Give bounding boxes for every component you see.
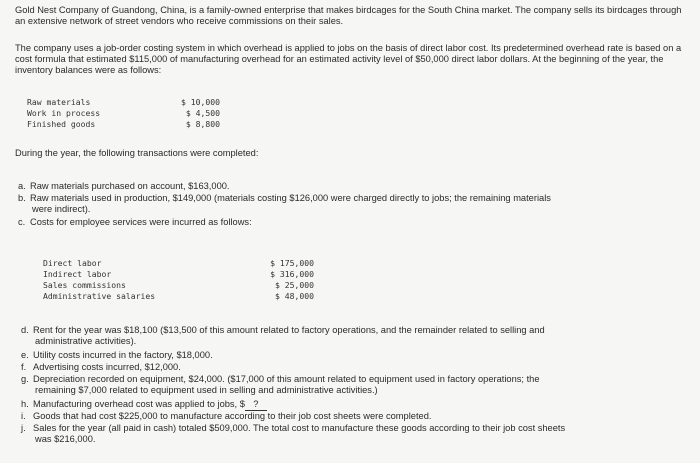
intro-paragraph-company: Gold Nest Company of Guandong, China, is a family-owned enterprise that makes birdcages for the South China market. The company sells its birdcages through an extensive network of street vendors who receive commissions on their sales.: [15, 5, 682, 27]
transaction-g: [21, 374, 671, 396]
item-text: Raw materials purchased on account, $163,000.: [30, 181, 230, 191]
item-letter: c.: [18, 217, 26, 227]
item-text-continued: remaining $7,000 related to equipment used in selling and administrative activities.): [35, 385, 378, 396]
item-text-continued: administrative activities).: [35, 336, 137, 347]
item-letter: a.: [18, 181, 26, 191]
answer-blank[interactable]: ?: [245, 399, 267, 411]
transaction-j: [21, 423, 671, 445]
item-text: Raw materials used in production, $149,000 (materials costing $126,000 were charged directly to jobs; the remaining materials: [30, 193, 551, 203]
transaction-c: [18, 217, 668, 228]
item-text-continued: were indirect).: [32, 204, 91, 215]
inventory-label: Raw materials: [27, 97, 91, 107]
item-text: Manufacturing overhead cost was applied to jobs, $: [33, 399, 245, 409]
transaction-f: [21, 362, 671, 373]
inventory-label: Work in process: [27, 108, 101, 118]
item-text: Sales for the year (all paid in cash) totaled $509,000. The total cost to manufacture these goods according to their job cost sheets: [33, 423, 566, 433]
item-letter: e.: [21, 350, 29, 360]
item-letter: b.: [18, 193, 26, 203]
item-text: Depreciation recorded on equipment, $24,000. ($17,000 of this amount related to equipment used in factory operations; the: [33, 374, 540, 384]
cost-label: Indirect labor: [43, 269, 112, 279]
item-text: Goods that had cost $225,000 to manufacture according to their job cost sheets were completed.: [33, 411, 432, 421]
cost-label: Sales commissions: [43, 280, 126, 290]
item-letter: g.: [21, 374, 29, 384]
cost-amount: $ 175,000: [270, 258, 314, 268]
cost-amount: $ 48,000: [275, 291, 314, 301]
item-letter: d.: [21, 325, 29, 335]
intro-paragraph-costing: The company uses a job-order costing system in which overhead is applied to jobs on the basis of direct labor cost. Its predetermined overhead rate is based on a cost formula that estimated $115,000 of manufacturing overhead for an estimated activity level of $50,000 direct labor dollars. At the beginning of the year, the inventory balances were as follows:: [15, 43, 682, 76]
item-text-continued: was $216,000.: [35, 434, 96, 445]
cost-label: Direct labor: [43, 258, 102, 268]
cost-amount: $ 316,000: [270, 269, 314, 279]
transaction-e: [21, 350, 671, 361]
item-text: Rent for the year was $18,100 ($13,500 of this amount related to factory operations, and the remainder related to selling and: [33, 325, 545, 335]
inventory-amount: $ 8,800: [185, 119, 220, 129]
item-letter: i.: [21, 411, 26, 421]
inventory-amount: $ 10,000: [181, 97, 220, 107]
item-letter: f.: [21, 362, 27, 372]
item-text: Utility costs incurred in the factory, $18,000.: [33, 350, 213, 360]
transaction-i: [21, 411, 671, 422]
inventory-label: Finished goods: [27, 119, 96, 129]
cost-label: Administrative salaries: [43, 291, 156, 301]
transaction-d: [21, 325, 671, 347]
cost-amount: $ 25,000: [275, 280, 314, 290]
item-letter: h.: [21, 399, 29, 409]
item-text: Costs for employee services were incurred as follows:: [30, 217, 252, 227]
transaction-a: [18, 181, 668, 192]
inventory-amount: $ 4,500: [185, 108, 220, 118]
transactions-intro: During the year, the following transactions were completed:: [15, 148, 259, 158]
transaction-h: [21, 399, 671, 411]
item-letter: j.: [21, 423, 26, 433]
item-text: Advertising costs incurred, $12,000.: [33, 362, 181, 372]
transaction-b: [18, 193, 668, 215]
